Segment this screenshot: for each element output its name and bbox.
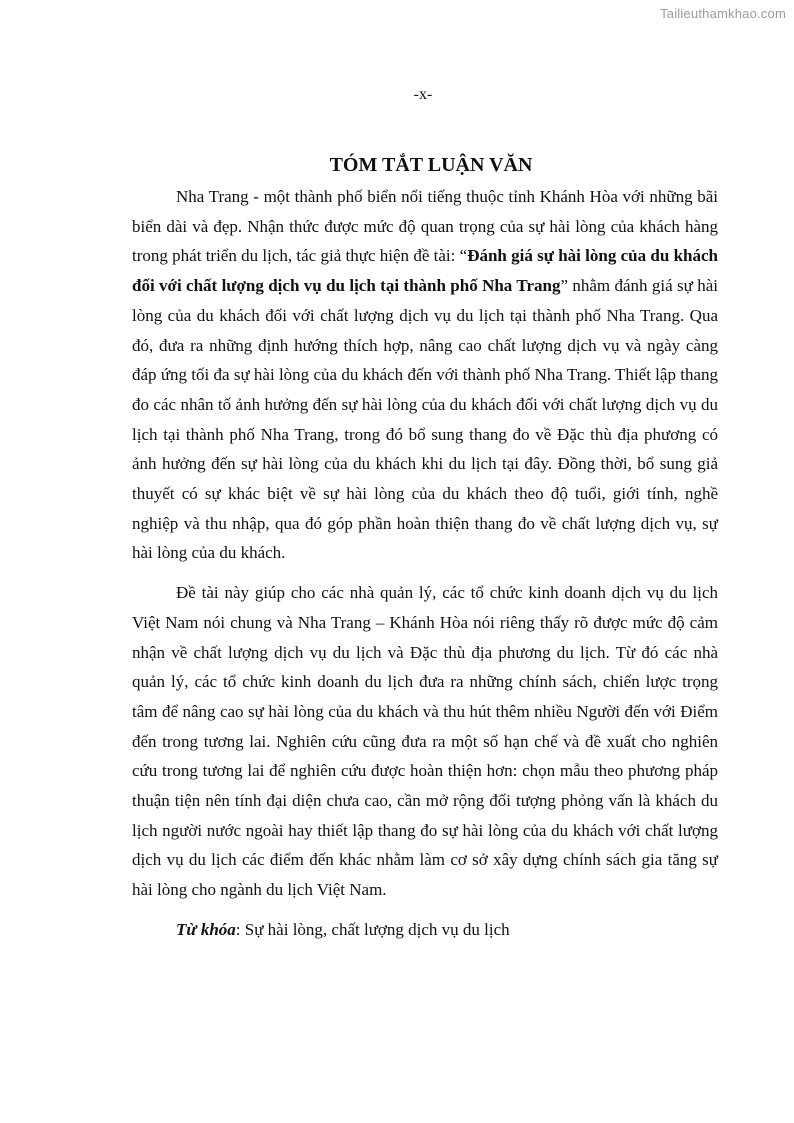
keywords-label: Từ khóa [176,919,236,939]
paragraph-1-intro: Nha Trang - một thành phố biển nổi tiếng thuộc tỉnh Khánh Hòa với những bãi biển dài và đẹp. Nhận thức được mức độ quan trọng của sự hài lòng của khách hàng trong phát triển du lịch, tác giả thực hiện đề tài: “ [132,187,718,266]
thesis-title: Đánh giá sự hài lòng của du khách đối với chất lượng dịch vụ du lịch tại thành phố Nha Trang [132,246,718,296]
keywords-line [132,915,718,945]
paragraph-1-rest: ” nhằm đánh giá sự hài lòng của du khách đối với chất lượng dịch vụ du lịch tại thành phố Nha Trang. Qua đó, đưa ra những định hướng thích hợp, nâng cao chất lượng dịch vụ và ngày càng đáp ứng tối đa sự hài lòng của du khách đến với thành phố Nha Trang. Thiết lập thang đo các nhân tố ảnh hưởng đến sự hài lòng của du khách đối với chất lượng dịch vụ du lịch tại thành phố Nha Trang, trong đó bổ sung thang đo về Đặc thù địa phương có ảnh hưởng đến sự hài lòng của du khách khi du lịch tại đây. Đồng thời, bổ sung giả thuyết có sự khác biệt về sự hài lòng của du khách theo độ tuổi, giới tính, nghề nghiệp và thu nhập, qua đó góp phần hoàn thiện thang đo về chất lượng dịch vụ, sự hài lòng của du khách. [132,276,718,563]
abstract-body [132,182,718,945]
keywords-value: Sự hài lòng, chất lượng dịch vụ du lịch [244,919,510,939]
watermark: Tailieuthamkhao.com [660,6,786,21]
abstract-paragraph-2: Đề tài này giúp cho các nhà quản lý, các tổ chức kinh doanh dịch vụ du lịch Việt Nam nói chung và Nha Trang – Khánh Hòa nói riêng thấy rõ được mức độ cảm nhận về chất lượng dịch vụ du lịch và Đặc thù địa phương du lịch. Từ đó các nhà quản lý, các tổ chức kinh doanh du lịch đưa ra những chính sách, chiến lược trọng tâm để nâng cao sự hài lòng của du khách và thu hút thêm nhiều Người đến với Điểm đến trong tương lai. Nghiên cứu cũng đưa ra một số hạn chế và đề xuất cho nghiên cứu trong tương lai để nghiên cứu được hoàn thiện hơn: chọn mẫu theo phương pháp thuận tiện nên tính đại diện chưa cao, cần mở rộng đối tượng phỏng vấn là khách du lịch người nước ngoài hay thiết lập thang đo sự hài lòng của du khách với chất lượng dịch vụ du lịch các điểm đến khác nhằm làm cơ sở xây dựng chính sách gia tăng sự hài lòng cho ngành du lịch Việt Nam. [132,583,718,900]
keywords-separator: : [235,919,245,939]
page-title: TÓM TẮT LUẬN VĂN [329,154,533,176]
page-number: -x- [413,86,433,103]
abstract-paragraph-1 [132,182,718,568]
